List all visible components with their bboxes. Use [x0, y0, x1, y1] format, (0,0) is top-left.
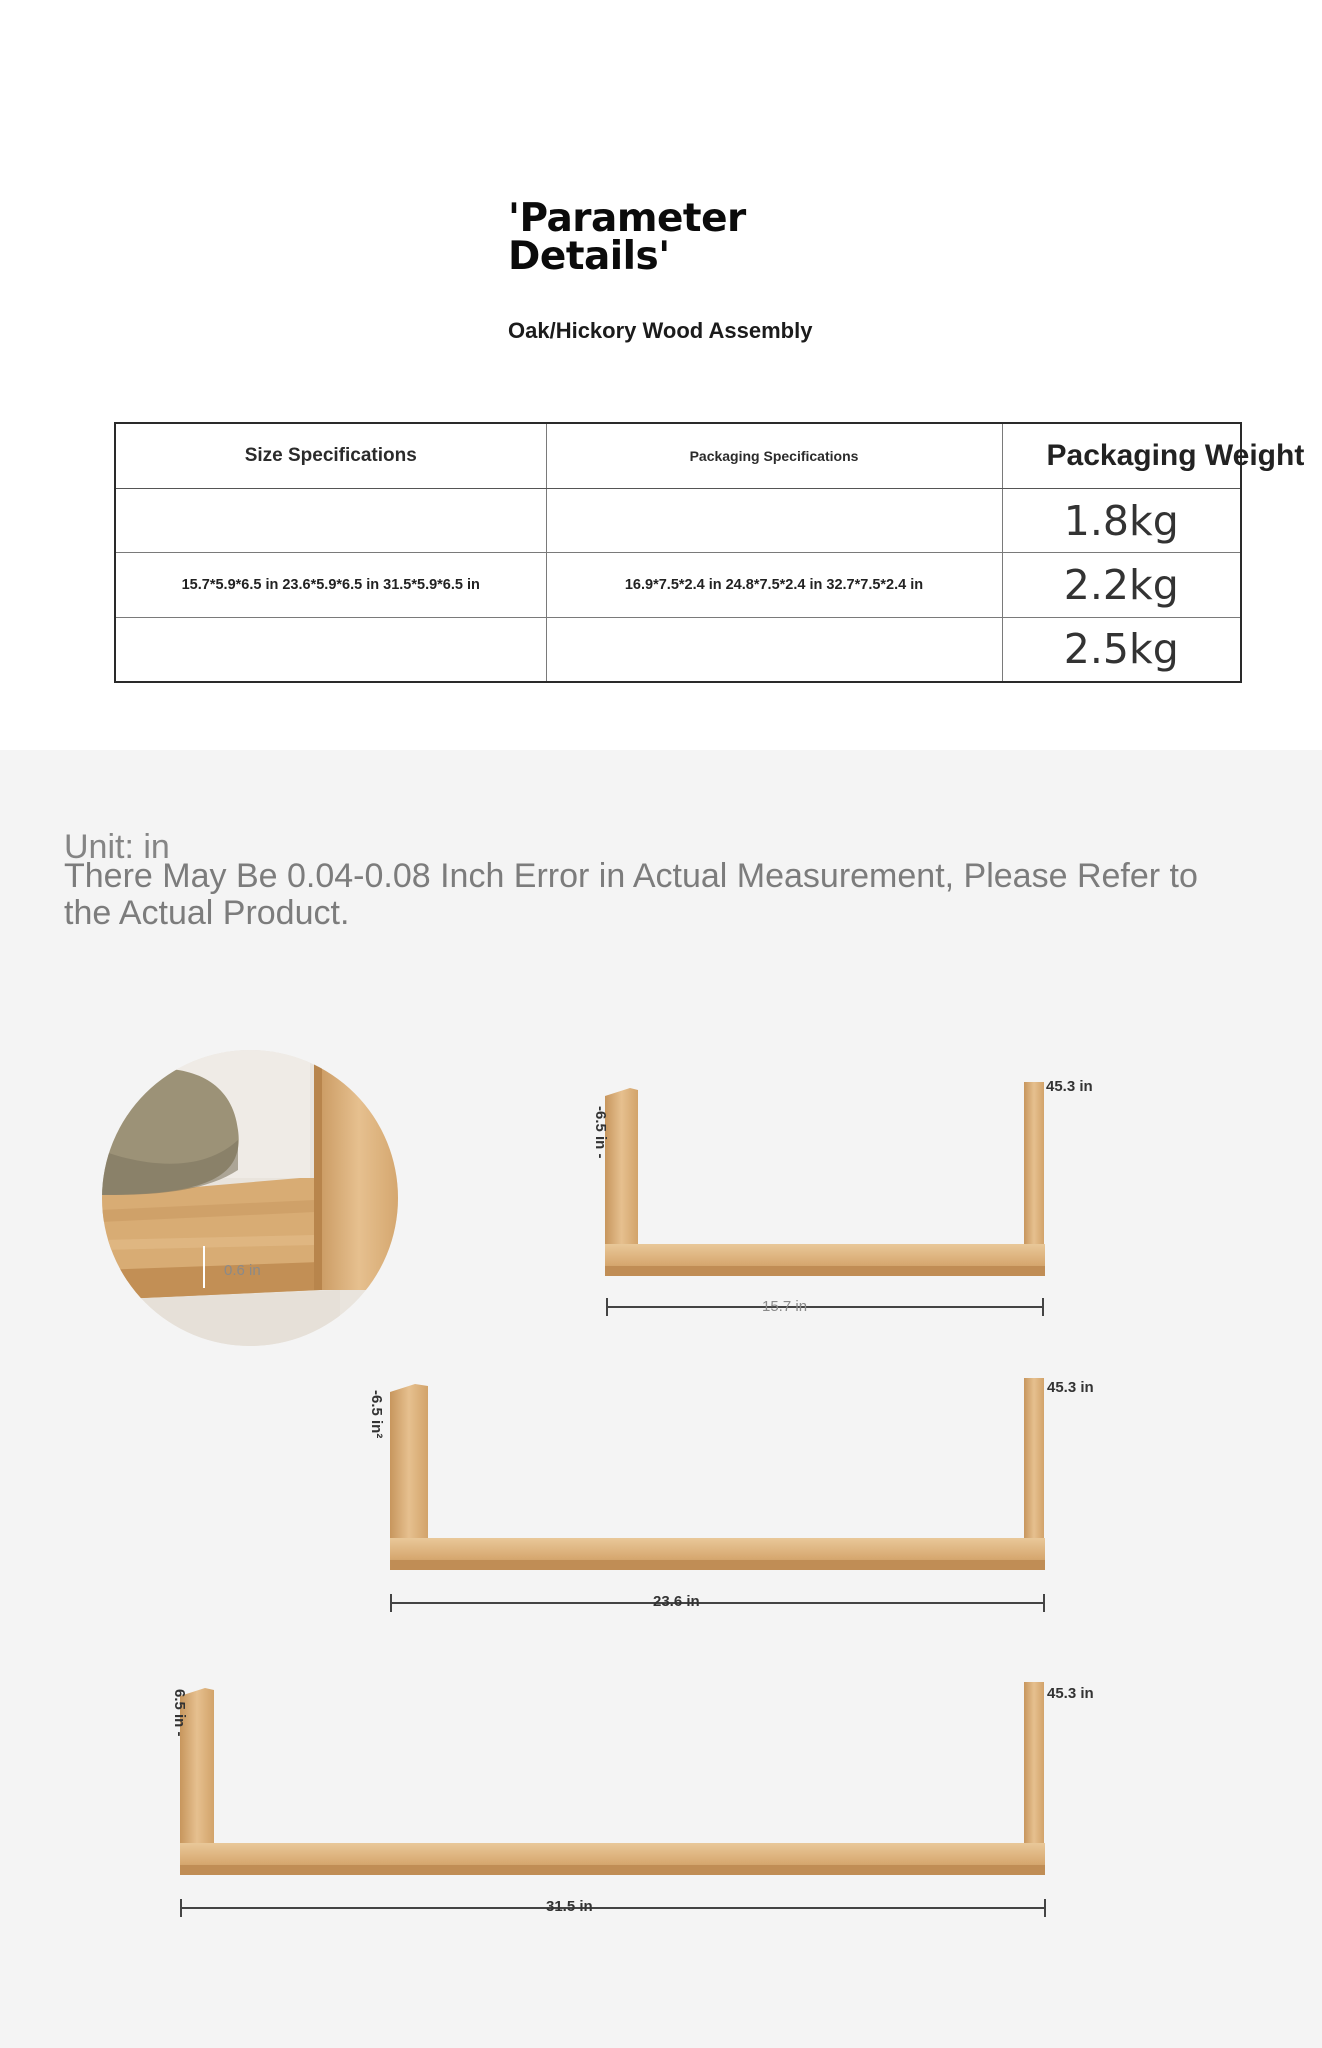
height-label: 6.5 in -: [171, 1689, 188, 1737]
shelf-small: [592, 1078, 1093, 1316]
depth-label: 45.3 in: [1047, 1379, 1094, 1396]
unit-note: Unit: in: [64, 828, 170, 866]
weight-cell: 2.5kg: [1002, 617, 1241, 682]
detail-closeup: [100, 1048, 404, 1348]
weight-cell: 2.2kg: [1002, 553, 1241, 617]
height-label: -6.5 in -: [592, 1106, 609, 1159]
depth-label: 45.3 in: [1047, 1685, 1094, 1702]
header-size: Size Specifications: [115, 423, 546, 489]
packaging-cell: 16.9*7.5*2.4 in 24.8*7.5*2.4 in 32.7*7.5*2.4 in: [546, 553, 1002, 617]
width-label: 31.5 in: [546, 1898, 593, 1915]
header-weight: Packaging Weight: [1002, 423, 1241, 489]
page-subtitle: Oak/Hickory Wood Assembly: [508, 318, 813, 343]
shelf-large: [171, 1682, 1094, 1917]
shelf-medium: [368, 1378, 1094, 1612]
height-label: -6.5 in²: [368, 1390, 385, 1439]
thickness-label: 0.6 in: [224, 1262, 261, 1279]
error-note: There May Be 0.04-0.08 Inch Error in Actual Measurement, Please Refer to the Actual Product.: [64, 857, 1198, 932]
size-cell: 15.7*5.9*6.5 in 23.6*5.9*6.5 in 31.5*5.9*6.5 in: [115, 553, 546, 617]
width-label: 15.7 in: [762, 1298, 808, 1315]
page-title: 'Parameter Details': [508, 196, 746, 279]
depth-label: 45.3 in: [1046, 1078, 1093, 1095]
width-label: 23.6 in: [653, 1593, 700, 1610]
header-packaging: Packaging Specifications: [546, 423, 1002, 489]
weight-cell: 1.8kg: [1002, 489, 1241, 553]
